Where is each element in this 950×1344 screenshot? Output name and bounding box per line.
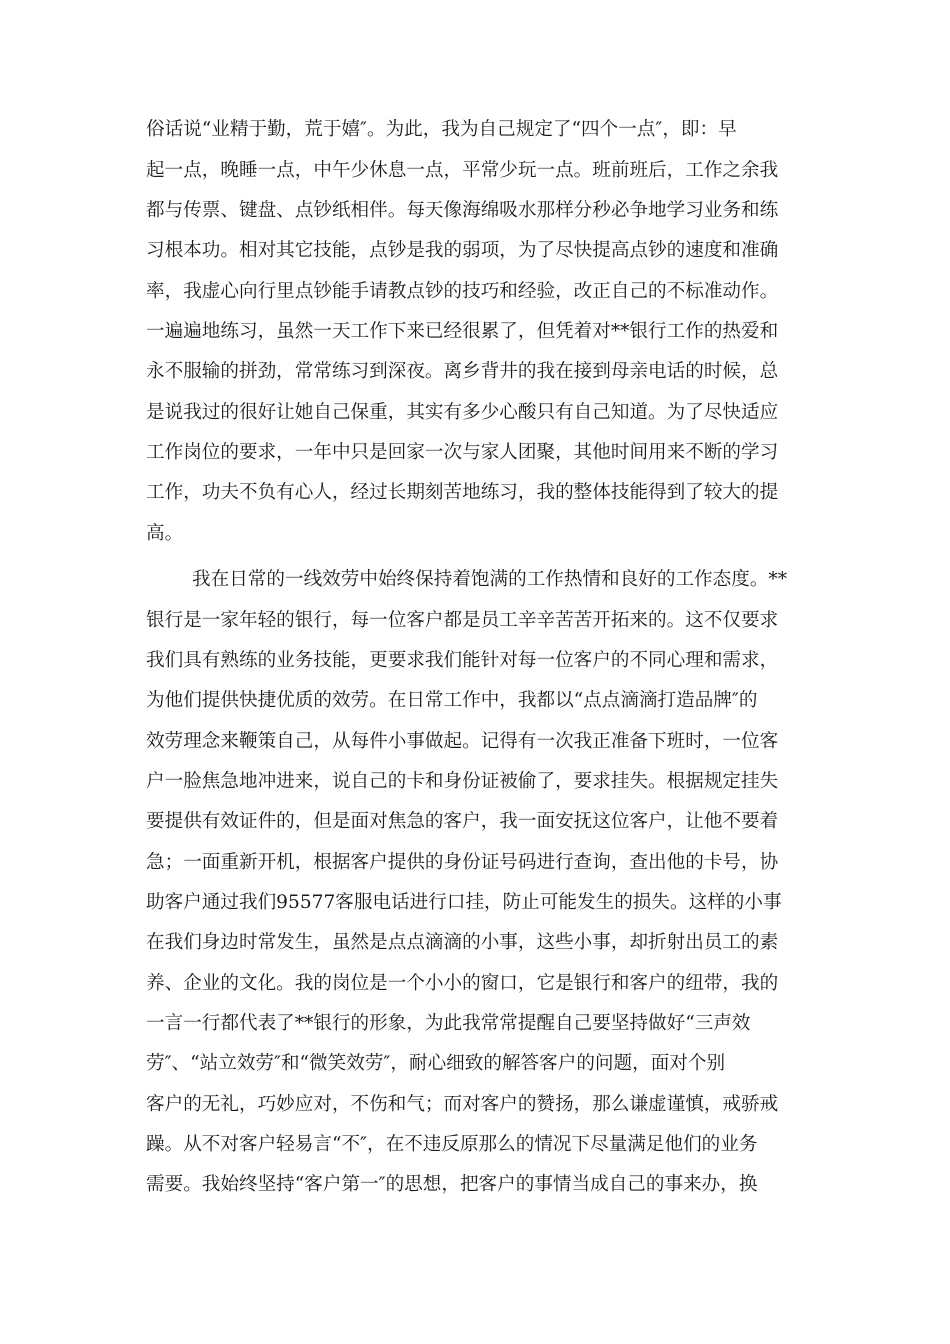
text-line: 客户的无礼，巧妙应对，不伤和气；而对客户的赞扬，那么谦虚谨慎，戒骄戒: [146, 1094, 779, 1115]
text-line: 工作，功夫不负有心人，经过长期刻苦地练习，我的整体技能得到了较大的提: [146, 482, 779, 503]
text-line: 为他们提供快捷优质的效劳。在日常工作中，我都以“点点滴滴打造品牌″的: [146, 690, 758, 711]
text-line: 户一脸焦急地冲进来，说自己的卡和身份证被偷了，要求挂失。根据规定挂失: [146, 771, 779, 792]
text-line: 我在日常的一线效劳中始终保持着饱满的工作热情和良好的工作态度。**: [192, 569, 788, 590]
text-line: 躁。从不对客户轻易言“不″，在不违反原那么的情况下尽量满足他们的业务: [146, 1134, 758, 1155]
text-line: 是说我过的很好让她自己保重，其实有多少心酸只有自己知道。为了尽快适应: [146, 402, 779, 423]
text-line: 永不服输的拼劲，常常练习到深夜。离乡背井的我在接到母亲电话的时候，总: [146, 361, 779, 382]
text-line: 俗话说“业精于勤，荒于嬉″。为此，我为自己规定了“四个一点″，即：早: [146, 119, 737, 140]
text-line: 一言一行都代表了**银行的形象，为此我常常提醒自己要坚持做好“三声效: [146, 1013, 751, 1034]
text-line: 都与传票、键盘、点钞纸相伴。每天像海绵吸水那样分秒必争地学习业务和练: [146, 200, 779, 221]
text-line: 高。: [146, 523, 184, 544]
text-line: 助客户通过我们95577客服电话进行口挂，防止可能发生的损失。这样的小事: [146, 892, 782, 913]
text-line: 起一点，晚睡一点，中午少休息一点，平常少玩一点。班前班后，工作之余我: [146, 160, 779, 181]
text-line: 效劳理念来鞭策自己，从每件小事做起。记得有一次我正准备下班时，一位客: [146, 731, 779, 752]
text-line: 银行是一家年轻的银行，每一位客户都是员工辛辛苦苦开拓来的。这不仅要求: [146, 610, 779, 631]
text-line: 劳″、“站立效劳″和“微笑效劳″，耐心细致的解答客户的问题，面对个别: [146, 1053, 726, 1074]
text-line: 习根本功。相对其它技能，点钞是我的弱项，为了尽快提高点钞的速度和准确: [146, 240, 779, 261]
text-line: 工作岗位的要求，一年中只是回家一次与家人团聚，其他时间用来不断的学习: [146, 442, 779, 463]
text-line: 我们具有熟练的业务技能，更要求我们能针对每一位客户的不同心理和需求，: [146, 650, 779, 671]
text-line: 率，我虚心向行里点钞能手请教点钞的技巧和经验，改正自己的不标准动作。: [146, 281, 779, 302]
text-line: 养、企业的文化。我的岗位是一个小小的窗口，它是银行和客户的纽带，我的: [146, 973, 779, 994]
text-line: 要提供有效证件的，但是面对焦急的客户，我一面安抚这位客户，让他不要着: [146, 811, 779, 832]
text-line: 急；一面重新开机，根据客户提供的身份证号码进行查询，查出他的卡号，协: [146, 852, 779, 873]
text-line: 在我们身边时常发生，虽然是点点滴滴的小事，这些小事，却折射出员工的素: [146, 932, 779, 953]
text-line: 需要。我始终坚持“客户第一″的思想，把客户的事情当成自己的事来办，换: [146, 1174, 758, 1195]
text-line: 一遍遍地练习，虽然一天工作下来已经很累了，但凭着对**银行工作的热爱和: [146, 321, 779, 342]
